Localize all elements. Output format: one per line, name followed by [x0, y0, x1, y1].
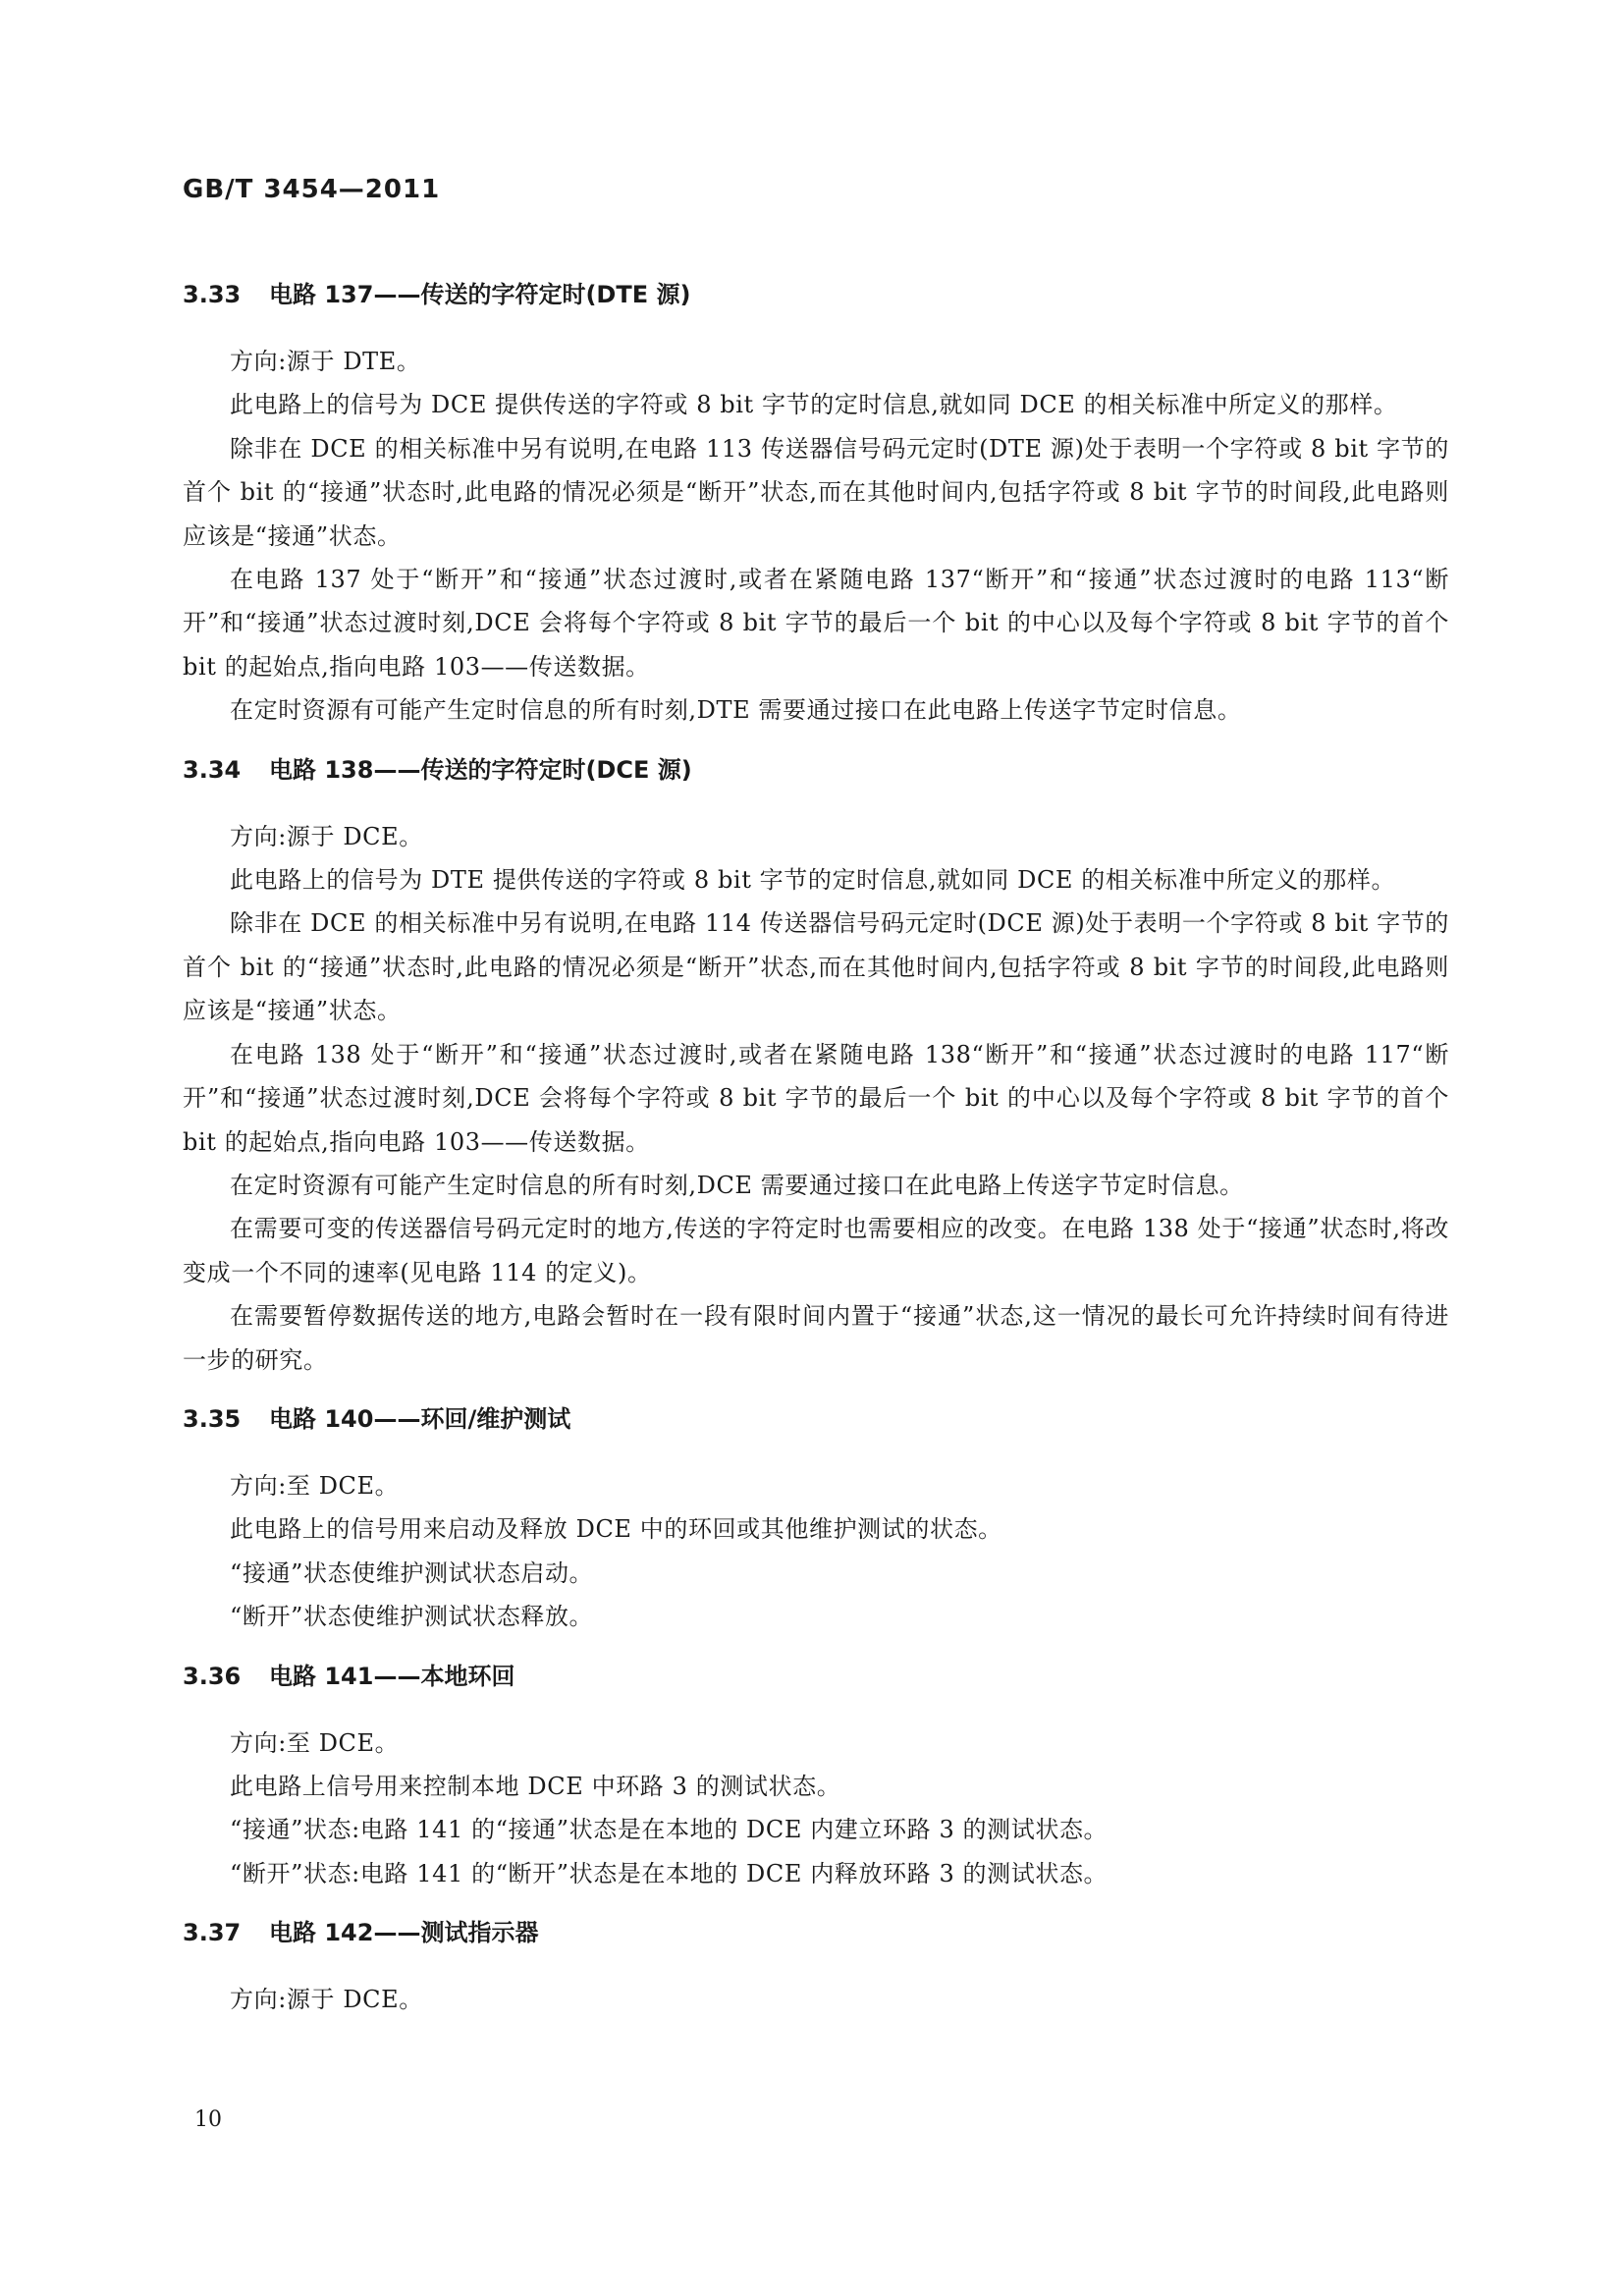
paragraph: 此电路上的信号为 DTE 提供传送的字符或 8 bit 字节的定时信息,就如同 DCE 的相关标准中所定义的那样。 — [230, 866, 1396, 895]
paragraph: “接通”状态:电路 141 的“接通”状态是在本地的 DCE 内建立环路 3 的测试状态。 — [230, 1816, 1109, 1844]
section-title: 电路 142——测试指示器 — [269, 1919, 539, 1947]
paragraph: 方向:源于 DCE。 — [230, 1986, 423, 2014]
paragraph: 除非在 DCE 的相关标准中另有说明,在电路 114 传送器信号码元定时(DCE 源)处于表明一个字符或 8 bit 字节的首个 bit 的“接通”状态时,此电路的情况必须是“断开”状态,而在其他时间内,包括字符或 8 bit 字节的时间段,此电路则应该是“接通”状态。 — [183, 909, 1449, 1025]
paragraph: 此电路上的信号用来启动及释放 DCE 中的环回或其他维护测试的状态。 — [230, 1515, 1002, 1544]
section-heading — [183, 1655, 1449, 1698]
section-title: 电路 138——传送的字符定时(DCE 源) — [269, 755, 692, 784]
paragraph: “接通”状态使维护测试状态启动。 — [230, 1558, 594, 1587]
section-title: 电路 141——本地环回 — [269, 1662, 515, 1690]
paragraph: 在需要暂停数据传送的地方,电路会暂时在一段有限时间内置于“接通”状态,这一情况的最长可允许持续时间有待进一步的研究。 — [183, 1302, 1449, 1374]
paragraph: 在定时资源有可能产生定时信息的所有时刻,DTE 需要通过接口在此电路上传送字节定时信息。 — [230, 696, 1242, 725]
page-number: 10 — [194, 2107, 222, 2132]
paragraph: 此电路上信号用来控制本地 DCE 中环路 3 的测试状态。 — [230, 1772, 841, 1800]
paragraph: 方向:至 DCE。 — [230, 1471, 400, 1500]
section-title: 电路 137——传送的字符定时(DTE 源) — [269, 281, 691, 308]
document-code-header: GB/T 3454—2011 — [183, 175, 441, 204]
section-heading — [183, 1397, 1449, 1441]
paragraph: 方向:至 DCE。 — [230, 1728, 400, 1757]
section-number: 3.35 — [183, 1404, 242, 1433]
section-heading — [183, 273, 1449, 316]
section-title: 电路 140——环回/维护测试 — [269, 1404, 571, 1433]
paragraph: 除非在 DCE 的相关标准中另有说明,在电路 113 传送器信号码元定时(DTE 源)处于表明一个字符或 8 bit 字节的首个 bit 的“接通”状态时,此电路的情况必须是“断开”状态,而在其他时间内,包括字符或 8 bit 字节的时间段,此电路则应该是“接通”状态。 — [183, 434, 1449, 550]
section-number: 3.34 — [183, 755, 242, 784]
paragraph: “断开”状态使维护测试状态释放。 — [230, 1603, 594, 1631]
paragraph: 在电路 137 处于“断开”和“接通”状态过渡时,或者在紧随电路 137“断开”和“接通”状态过渡时的电路 113“断开”和“接通”状态过渡时刻,DCE 会将每个字符或 8 bit 字节的最后一个 bit 的中心以及每个字符或 8 bit 字节的首个 bit 的起始点,指向电路 103——传送数据。 — [183, 566, 1449, 681]
document-body — [183, 273, 1449, 2022]
paragraph: 在电路 138 处于“断开”和“接通”状态过渡时,或者在紧随电路 138“断开”和“接通”状态过渡时的电路 117“断开”和“接通”状态过渡时刻,DCE 会将每个字符或 8 bit 字节的最后一个 bit 的中心以及每个字符或 8 bit 字节的首个 bit 的起始点,指向电路 103——传送数据。 — [183, 1040, 1449, 1156]
paragraph: 在需要可变的传送器信号码元定时的地方,传送的字符定时也需要相应的改变。在电路 138 处于“接通”状态时,将改变成一个不同的速率(见电路 114 的定义)。 — [183, 1215, 1449, 1286]
section-heading — [183, 748, 1449, 792]
section-number: 3.36 — [183, 1662, 242, 1690]
paragraph: 此电路上的信号为 DCE 提供传送的字符或 8 bit 字节的定时信息,就如同 DCE 的相关标准中所定义的那样。 — [230, 391, 1398, 419]
paragraph: 在定时资源有可能产生定时信息的所有时刻,DCE 需要通过接口在此电路上传送字节定时信息。 — [230, 1171, 1244, 1199]
paragraph: 方向:源于 DCE。 — [230, 822, 423, 850]
section-number: 3.37 — [183, 1919, 242, 1947]
paragraph: “断开”状态:电路 141 的“断开”状态是在本地的 DCE 内释放环路 3 的测试状态。 — [230, 1859, 1109, 1887]
paragraph: 方向:源于 DTE。 — [230, 348, 421, 375]
section-heading — [183, 1911, 1449, 1954]
section-number: 3.33 — [183, 281, 242, 308]
